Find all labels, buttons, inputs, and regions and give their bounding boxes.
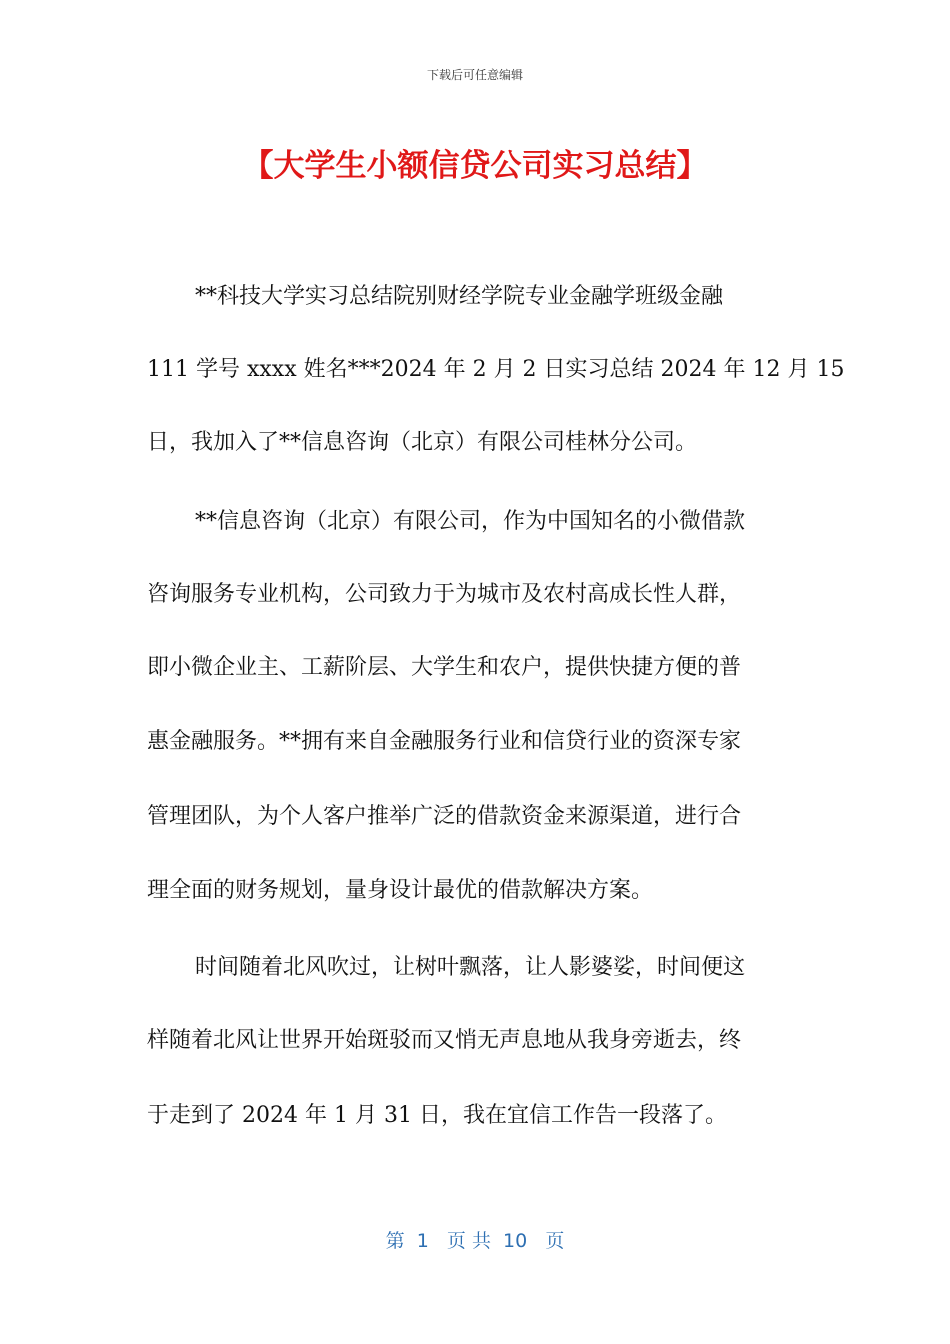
paragraph-1-line-1: **科技大学实习总结院别财经学院专业金融学班级金融 <box>195 284 724 309</box>
paragraph-2-line-3: 即小微企业主、工薪阶层、大学生和农户，提供快捷方便的普 <box>147 655 742 680</box>
document-title: 【大学生小额信贷公司实习总结】 <box>242 148 708 184</box>
paragraph-2-line-5: 管理团队，为个人客户推举广泛的借款资金来源渠道，进行合 <box>147 804 742 829</box>
paragraph-2-line-2: 咨询服务专业机构，公司致力于为城市及农村高成长性人群， <box>147 582 742 607</box>
paragraph-2-line-6: 理全面的财务规划，量身设计最优的借款解决方案。 <box>147 878 654 903</box>
paragraph-2-line-4: 惠金融服务。**拥有来自金融服务行业和信贷行业的资深专家 <box>147 729 742 754</box>
paragraph-1-line-3: 日，我加入了**信息咨询（北京）有限公司桂林分公司。 <box>147 430 698 455</box>
page-footer: 第 1 页 共 10 页 <box>385 1230 565 1252</box>
paragraph-2-line-1: **信息咨询（北京）有限公司，作为中国知名的小微借款 <box>195 509 746 534</box>
paragraph-3-line-3: 于走到了 2024 年 1 月 31 日，我在宜信工作告一段落了。 <box>147 1103 727 1128</box>
paragraph-3-line-2: 样随着北风让世界开始斑驳而又悄无声息地从我身旁逝去，终 <box>147 1028 742 1053</box>
paragraph-3-line-1: 时间随着北风吹过，让树叶飘落，让人影婆娑，时间便这 <box>195 955 746 980</box>
paragraph-1-line-2: 111 学号 xxxx 姓名***2024 年 2 月 2 日实习总结 2024 年 12 月 15 <box>147 357 845 382</box>
header-note: 下载后可任意编辑 <box>426 68 523 82</box>
